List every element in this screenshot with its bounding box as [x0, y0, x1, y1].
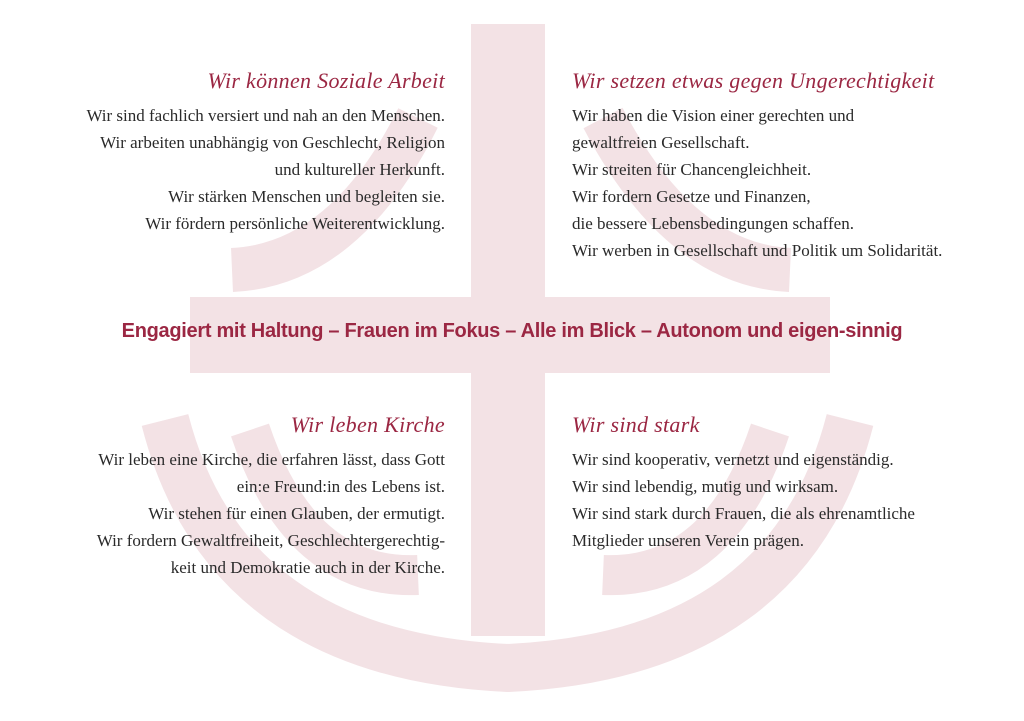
- section-line: Wir fordern Gesetze und Finanzen,: [572, 187, 811, 206]
- section-title-ungerechtigkeit: Wir setzen etwas gegen Ungerechtigkeit: [572, 68, 935, 93]
- section-line: Wir haben die Vision einer gerechten und: [572, 106, 855, 125]
- section-line: Wir sind stark durch Frauen, die als ehrenamtliche: [572, 504, 915, 523]
- section-kirche: [0, 412, 445, 581]
- section-line: Wir werben in Gesellschaft und Politik um Solidarität.: [572, 241, 943, 260]
- section-line: Wir leben eine Kirche, die erfahren lässt, dass Gott: [98, 450, 445, 469]
- section-ungerechtigkeit: [572, 68, 1022, 264]
- section-line: Wir fordern Gewaltfreiheit, Geschlechtergerechtig-: [96, 531, 445, 550]
- section-title-stark: Wir sind stark: [572, 412, 700, 437]
- section-line: Wir sind lebendig, mutig und wirksam.: [572, 477, 839, 496]
- section-stark: [572, 412, 1022, 554]
- section-line: ein:e Freund:in des Lebens ist.: [236, 477, 445, 496]
- section-line: Wir arbeiten unabhängig von Geschlecht, Religion: [100, 133, 445, 152]
- section-line: Wir sind kooperativ, vernetzt und eigenständig.: [572, 450, 894, 469]
- section-line: Wir stehen für einen Glauben, der ermutigt.: [148, 504, 445, 523]
- section-title-soziale-arbeit: Wir können Soziale Arbeit: [207, 68, 445, 93]
- tagline: Engagiert mit Haltung – Frauen im Fokus – Alle im Blick – Autonom und eigen-sinnig: [121, 320, 903, 342]
- section-line: Wir sind fachlich versiert und nah an den Menschen.: [86, 106, 445, 125]
- section-line: Mitglieder unseren Verein prägen.: [572, 531, 804, 550]
- section-soziale-arbeit: [0, 68, 445, 237]
- section-line: und kultureller Herkunft.: [274, 160, 445, 179]
- section-line: gewaltfreien Gesellschaft.: [572, 133, 750, 152]
- section-line: Wir stärken Menschen und begleiten sie.: [168, 187, 445, 206]
- section-line: Wir fördern persönliche Weiterentwicklung.: [145, 214, 445, 233]
- section-line: Wir streiten für Chancengleichheit.: [572, 160, 812, 179]
- section-title-kirche: Wir leben Kirche: [290, 412, 445, 437]
- section-line: die bessere Lebensbedingungen schaffen.: [572, 214, 854, 233]
- section-line: keit und Demokratie auch in der Kirche.: [170, 558, 445, 577]
